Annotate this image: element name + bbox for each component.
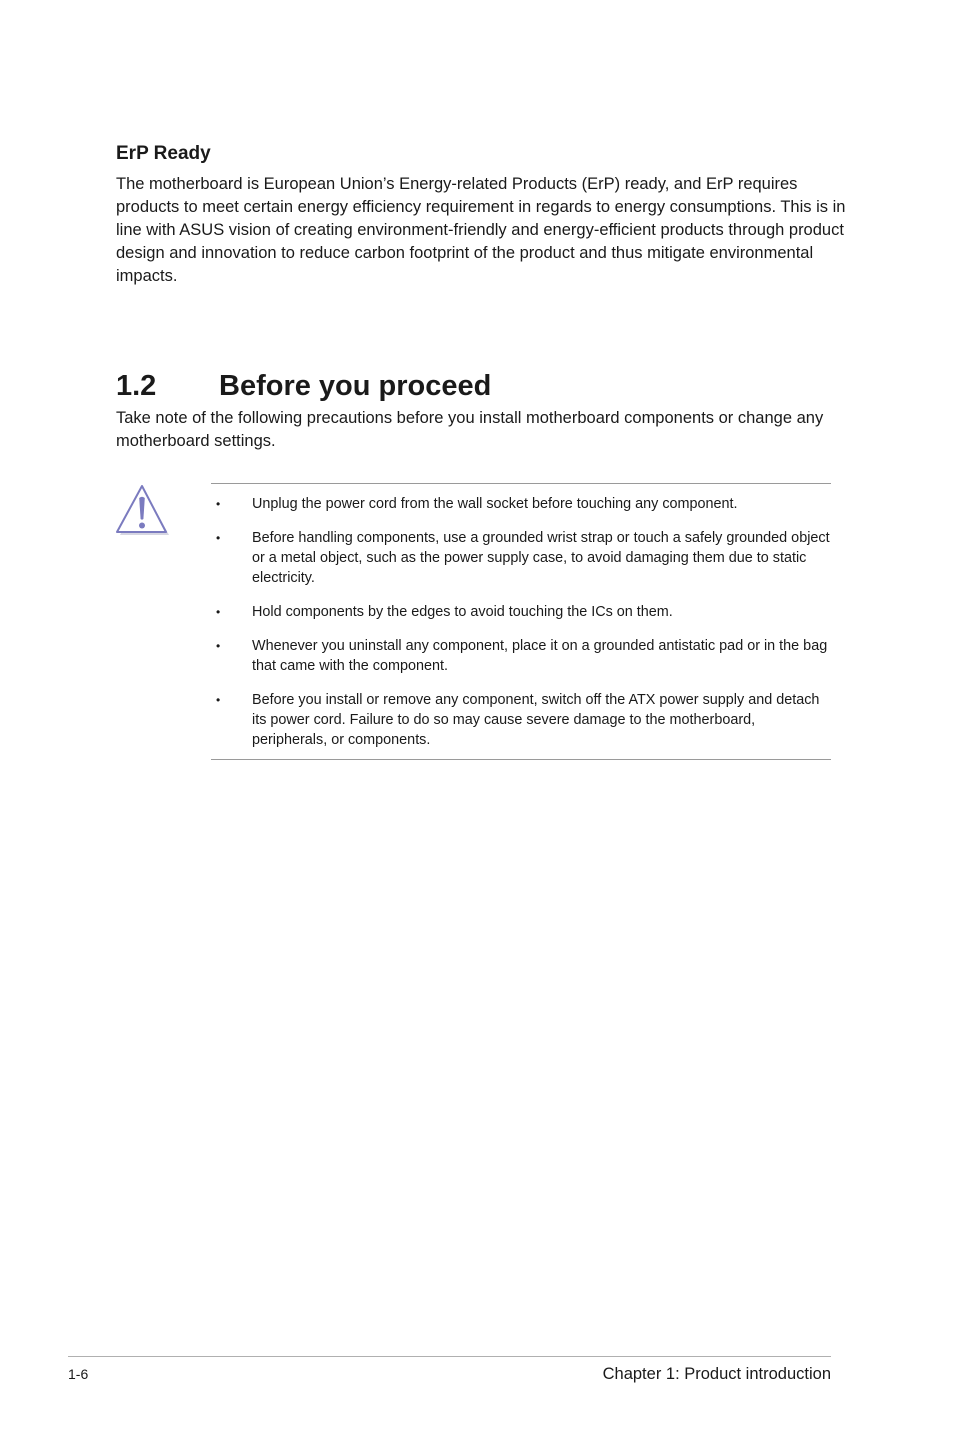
caution-box [211,483,831,760]
caution-icon [114,482,170,536]
caution-item [211,528,831,588]
page-number: 1-6 [68,1366,89,1382]
bullet: • [216,497,221,511]
section-intro: Take note of the following precautions before you install motherboard components or change any motherboard settings. [116,409,824,450]
bullet: • [216,605,221,619]
caution-item-text: Before you install or remove any component, switch off the ATX power supply and detach its power cord. Failure to do so may cause severe damage to the motherboard, peripherals, or components. [252,692,820,748]
erp-heading: ErP Ready [116,143,211,164]
caution-item-text: Unplug the power cord from the wall socket before touching any component. [252,496,738,512]
caution-list [211,494,831,750]
caution-item [211,690,831,750]
bullet: • [216,531,221,545]
caution-item [211,602,831,622]
caution-item [211,494,831,514]
section-heading [116,368,491,404]
caution-item [211,636,831,676]
bullet: • [216,639,221,653]
chapter-title: Chapter 1: Product introduction [602,1365,831,1383]
bullet: • [216,693,221,707]
section-title: Before you proceed [219,370,492,402]
section-number: 1.2 [116,370,157,402]
erp-paragraph: The motherboard is European Union’s Energy-related Products (ErP) ready, and ErP requires products to meet certain energy efficiency requirement in regards to energy consumptions. This is in line with ASUS vision of creating environment-friendly and energy-efficient products through product design and innovation to reduce carbon footprint of the product and thus mitigate environmental impacts. [116,175,846,285]
caution-item-text: Hold components by the edges to avoid touching the ICs on them. [252,604,673,620]
caution-item-text: Whenever you uninstall any component, place it on a grounded antistatic pad or in the bag that came with the component. [252,638,828,674]
footer-rule [68,1356,831,1357]
caution-item-text: Before handling components, use a grounded wrist strap or touch a safely grounded object or a metal object, such as the power supply case, to avoid damaging them due to static electricity. [252,530,830,586]
